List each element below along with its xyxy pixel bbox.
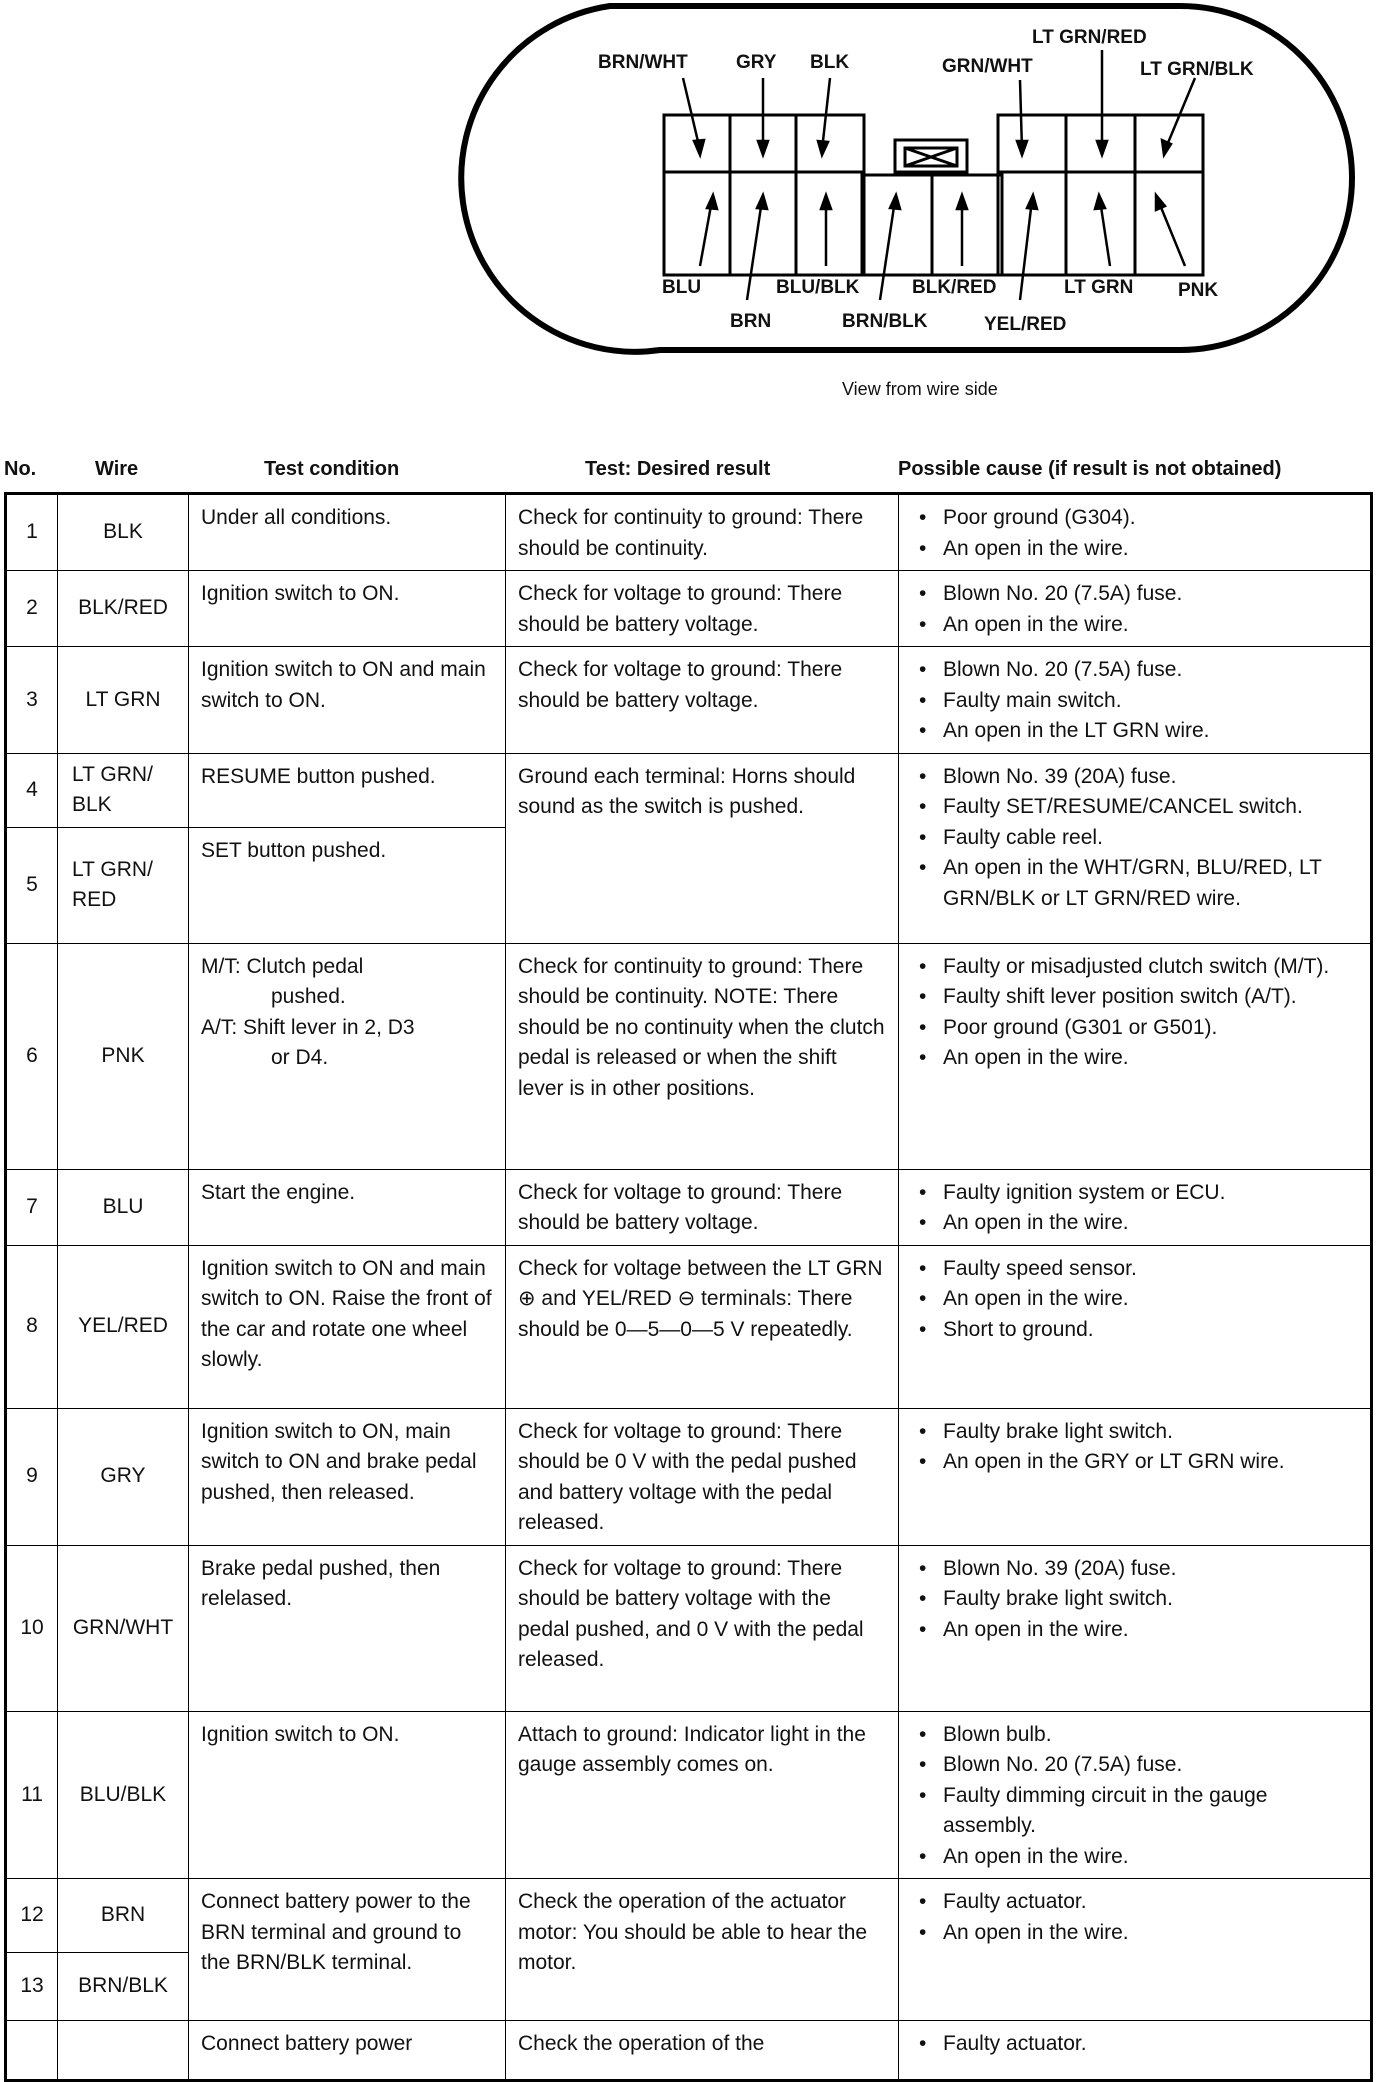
- row-causes: [899, 2021, 1372, 2081]
- row-wire: GRY: [58, 1408, 189, 1545]
- cause-item: • Faulty actuator.: [911, 1887, 1360, 1918]
- cause-item: • An open in the wire.: [911, 610, 1360, 641]
- table-row: [6, 943, 1372, 1169]
- cause-item: • An open in the wire.: [911, 1615, 1360, 1646]
- cause-item: • Faulty brake light switch.: [911, 1417, 1360, 1448]
- row-result: Check the operation of the actuator motor: You should be able to hear the motor.: [506, 1879, 899, 2021]
- row-condition: Ignition switch to ON and main switch to ON.: [189, 647, 506, 754]
- row-no: 5: [6, 827, 58, 943]
- row-causes: [899, 1408, 1372, 1545]
- row-wire: BLU/BLK: [58, 1711, 189, 1879]
- row-no: 11: [6, 1711, 58, 1879]
- wire-label-brn: BRN: [730, 311, 772, 332]
- wire-label-lt-grn-red: LT GRN/RED: [1032, 27, 1147, 48]
- row-result: Check for voltage to ground: There should be battery voltage with the pedal pushed, and 0 V with the pedal released.: [506, 1545, 899, 1711]
- row-result: Check for voltage to ground: There should be battery voltage.: [506, 571, 899, 647]
- header-condition: Test condition: [264, 458, 400, 480]
- row-no: 1: [6, 494, 58, 571]
- wire-label-lt-grn-blk: LT GRN/BLK: [1140, 59, 1254, 80]
- wire-label-blu: BLU: [662, 277, 702, 298]
- header-no: No.: [4, 458, 37, 480]
- row-wire: BLU: [58, 1169, 189, 1245]
- row-no: 7: [6, 1169, 58, 1245]
- header-result: Test: Desired result: [585, 458, 771, 480]
- connector-diagram: [0, 0, 1376, 420]
- row-causes: [899, 1545, 1372, 1711]
- table-row: [6, 571, 1372, 647]
- row-wire: BRN/BLK: [58, 1953, 189, 2021]
- header-cause: Possible cause (if result is not obtained): [898, 458, 1282, 480]
- cause-item: • Blown No. 20 (7.5A) fuse.: [911, 579, 1360, 610]
- row-result: Check the operation of the: [506, 2021, 899, 2081]
- row-wire: [58, 2021, 189, 2081]
- cause-item: • Faulty ignition system or ECU.: [911, 1178, 1360, 1209]
- row-condition: Ignition switch to ON and main switch to ON. Raise the front of the car and rotate one wheel slowly.: [189, 1245, 506, 1408]
- wire-label-blu-blk: BLU/BLK: [776, 277, 860, 298]
- table-row: [6, 753, 1372, 827]
- row-condition: [189, 943, 506, 1169]
- row-causes: [899, 1879, 1372, 2021]
- row-condition: Ignition switch to ON, main switch to ON and brake pedal pushed, then released.: [189, 1408, 506, 1545]
- cause-item: • An open in the wire.: [911, 1043, 1360, 1074]
- row-wire: GRN/WHT: [58, 1545, 189, 1711]
- cause-item: • Faulty speed sensor.: [911, 1254, 1360, 1285]
- row-condition: Brake pedal pushed, then relelased.: [189, 1545, 506, 1711]
- diagram-caption: View from wire side: [842, 379, 998, 399]
- wire-label-brn-blk: BRN/BLK: [842, 311, 928, 332]
- cause-item: • Faulty brake light switch.: [911, 1584, 1360, 1615]
- row-result: Attach to ground: Indicator light in the gauge assembly comes on.: [506, 1711, 899, 1879]
- table-row: [6, 494, 1372, 571]
- wire-label-yel-red: YEL/RED: [984, 314, 1067, 335]
- cause-item: • An open in the wire.: [911, 1918, 1360, 1949]
- wire-label-grn-wht: GRN/WHT: [942, 56, 1033, 77]
- cause-item: • An open in the WHT/GRN, BLU/RED, LT GRN/BLK or LT GRN/RED wire.: [911, 853, 1360, 914]
- cause-item: • An open in the wire.: [911, 534, 1360, 565]
- table-row: [6, 1879, 1372, 1953]
- condition-at-cont: or D4.: [271, 1046, 329, 1069]
- row-result: Check for voltage to ground: There should be battery voltage.: [506, 1169, 899, 1245]
- row-no: 13: [6, 1953, 58, 2021]
- table-row: [6, 1169, 1372, 1245]
- cause-item: • Faulty SET/RESUME/CANCEL switch.: [911, 792, 1360, 823]
- cause-item: • An open in the LT GRN wire.: [911, 716, 1360, 747]
- row-wire: BLK/RED: [58, 571, 189, 647]
- row-result: Check for voltage to ground: There should be 0 V with the pedal pushed and battery voltage with the pedal released.: [506, 1408, 899, 1545]
- cause-item: • Faulty dimming circuit in the gauge assembly.: [911, 1781, 1360, 1842]
- row-result: Check for voltage between the LT GRN ⊕ and YEL/RED ⊖ terminals: There should be 0—5—0—5 V repeatedly.: [506, 1245, 899, 1408]
- table-row: [6, 1245, 1372, 1408]
- cause-item: • Faulty main switch.: [911, 686, 1360, 717]
- row-causes: [899, 647, 1372, 754]
- row-result: Check for continuity to ground: There should be continuity.: [506, 494, 899, 571]
- table-row: [6, 1711, 1372, 1879]
- row-no: 12: [6, 1879, 58, 1953]
- row-causes: [899, 1711, 1372, 1879]
- condition-at: A/T: Shift lever in 2, D3: [201, 1015, 415, 1039]
- cause-item: • Short to ground.: [911, 1315, 1360, 1346]
- cause-item: • Poor ground (G301 or G501).: [911, 1013, 1360, 1044]
- row-causes: [899, 1169, 1372, 1245]
- wire-label-gry: GRY: [736, 52, 777, 73]
- row-causes: [899, 943, 1372, 1169]
- row-condition: Under all conditions.: [189, 494, 506, 571]
- wire-label-blk-red: BLK/RED: [912, 277, 997, 298]
- table-row: [6, 647, 1372, 754]
- cause-item: • Blown No. 20 (7.5A) fuse.: [911, 1750, 1360, 1781]
- wire-label-pnk: PNK: [1178, 280, 1219, 301]
- wire-label-lt-grn: LT GRN: [1064, 277, 1134, 298]
- row-no: 4: [6, 753, 58, 827]
- cause-item: • Faulty or misadjusted clutch switch (M/T).: [911, 952, 1360, 983]
- row-causes: [899, 494, 1372, 571]
- header-wire: Wire: [95, 458, 139, 480]
- table-column-headers: [0, 458, 1376, 486]
- row-wire: BRN: [58, 1879, 189, 1953]
- row-wire: LT GRN/ RED: [58, 827, 189, 943]
- row-causes: [899, 1245, 1372, 1408]
- cause-item: • An open in the wire.: [911, 1208, 1360, 1239]
- cause-item: • Blown No. 39 (20A) fuse.: [911, 762, 1360, 793]
- row-no: 9: [6, 1408, 58, 1545]
- row-no: 2: [6, 571, 58, 647]
- wire-label-brn-wht: BRN/WHT: [598, 52, 688, 73]
- row-result: Check for continuity to ground: There should be continuity. NOTE: There should be no continuity when the clutch pedal is released or when the shift lever is in other positions.: [506, 943, 899, 1169]
- row-condition: Ignition switch to ON.: [189, 1711, 506, 1879]
- cause-item: • Blown No. 39 (20A) fuse.: [911, 1554, 1360, 1585]
- row-condition: SET button pushed.: [189, 827, 506, 943]
- cause-item: • Blown bulb.: [911, 1720, 1360, 1751]
- condition-mt-cont: pushed.: [271, 985, 346, 1008]
- test-table: [4, 492, 1373, 2082]
- row-wire: LT GRN/ BLK: [58, 753, 189, 827]
- row-no: 8: [6, 1245, 58, 1408]
- cause-item: • Blown No. 20 (7.5A) fuse.: [911, 655, 1360, 686]
- row-wire: YEL/RED: [58, 1245, 189, 1408]
- cause-item: • Faulty cable reel.: [911, 823, 1360, 854]
- row-no: 3: [6, 647, 58, 754]
- row-causes: [899, 753, 1372, 943]
- row-wire: BLK: [58, 494, 189, 571]
- row-condition: Ignition switch to ON.: [189, 571, 506, 647]
- cause-item: • An open in the wire.: [911, 1284, 1360, 1315]
- row-no: 10: [6, 1545, 58, 1711]
- connector-body: [664, 115, 1203, 275]
- table-row: [6, 1408, 1372, 1545]
- cause-item: • Faulty actuator.: [911, 2029, 1360, 2060]
- row-condition: Connect battery power: [189, 2021, 506, 2081]
- cause-item: • An open in the GRY or LT GRN wire.: [911, 1447, 1360, 1478]
- row-result: Ground each terminal: Horns should sound as the switch is pushed.: [506, 753, 899, 943]
- connector-housing: [461, 6, 1352, 352]
- row-no: 6: [6, 943, 58, 1169]
- row-no: [6, 2021, 58, 2081]
- row-condition: RESUME button pushed.: [189, 753, 506, 827]
- row-condition: Connect battery power to the BRN terminal and ground to the BRN/BLK terminal.: [189, 1879, 506, 2021]
- cause-item: • Poor ground (G304).: [911, 503, 1360, 534]
- row-causes: [899, 571, 1372, 647]
- row-wire: LT GRN: [58, 647, 189, 754]
- row-wire: PNK: [58, 943, 189, 1169]
- row-condition: Start the engine.: [189, 1169, 506, 1245]
- row-result: Check for voltage to ground: There should be battery voltage.: [506, 647, 899, 754]
- wire-label-blk: BLK: [810, 52, 850, 73]
- table-row: [6, 1545, 1372, 1711]
- cause-item: • Faulty shift lever position switch (A/T).: [911, 982, 1360, 1013]
- condition-mt: M/T: Clutch pedal: [201, 954, 364, 978]
- cause-item: • An open in the wire.: [911, 1842, 1360, 1873]
- table-row: [6, 2021, 1372, 2081]
